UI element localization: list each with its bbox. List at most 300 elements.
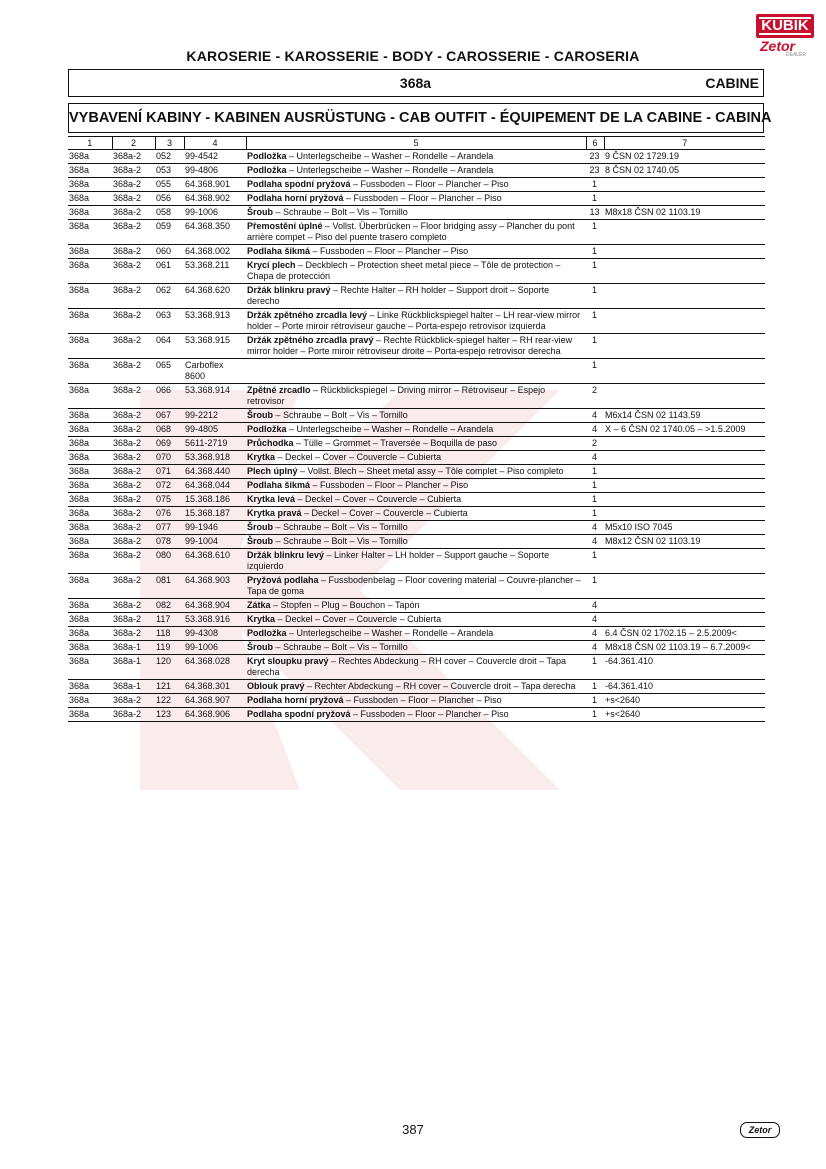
table-row [68,409,765,423]
cell-part-number: 15.368.187 [184,507,246,521]
column-header: 3 [155,137,184,150]
table-row [68,521,765,535]
cell-part-number: 64.368.901 [184,178,246,192]
cell-group: 368a-2 [112,549,155,574]
cell-description [246,479,586,493]
cell-group: 368a-2 [112,465,155,479]
cell-position: 058 [155,206,184,220]
description-czech: Podlaha horní pryžová [247,193,344,203]
cell-group: 368a-2 [112,309,155,334]
cell-note [604,507,765,521]
cell-quantity: 4 [586,627,604,641]
description-translations: – Deckel – Cover – Couvercle – Cubierta [275,452,442,462]
description-czech: Šroub [247,410,273,420]
description-czech: Podložka [247,424,287,434]
table-row [68,493,765,507]
cell-group: 368a-2 [112,613,155,627]
table-row [68,641,765,655]
description-czech: Držák zpětného zrcadla levý [247,310,368,320]
cell-position: 078 [155,535,184,549]
cell-group: 368a-2 [112,384,155,409]
description-translations: – Fussboden – Floor – Plancher – Piso [343,193,502,203]
cell-group: 368a-2 [112,245,155,259]
cell-quantity: 23 [586,150,604,164]
cell-section: 368a [68,507,112,521]
cell-part-number: 15.368.186 [184,493,246,507]
description-translations: – Fussboden – Floor – Plancher – Piso [310,480,469,490]
cell-description [246,192,586,206]
cell-note [604,178,765,192]
group-box [68,103,772,133]
cell-description [246,178,586,192]
cell-note [604,599,765,613]
description-czech: Šroub [247,207,273,217]
column-header: 5 [246,137,586,150]
cell-position: 069 [155,437,184,451]
cell-position: 075 [155,493,184,507]
cell-part-number: 53.368.918 [184,451,246,465]
table-row [68,423,765,437]
cell-part-number: 64.368.906 [184,708,246,722]
section-code: 368a [399,75,432,91]
cell-quantity: 4 [586,613,604,627]
cell-quantity: 4 [586,535,604,549]
cell-position: 120 [155,655,184,680]
cell-part-number: 64.368.350 [184,220,246,245]
section-name: CABINE [705,75,759,91]
cell-quantity: 4 [586,451,604,465]
cell-group: 368a-2 [112,521,155,535]
table-row [68,359,765,384]
cell-part-number: 99-1006 [184,641,246,655]
cell-position: 066 [155,384,184,409]
cell-section: 368a [68,206,112,220]
cell-section: 368a [68,655,112,680]
cell-description [246,694,586,708]
table-row [68,465,765,479]
cell-description [246,655,586,680]
description-czech: Podložka [247,165,287,175]
table-row [68,384,765,409]
cell-section: 368a [68,150,112,164]
cell-part-number: 99-4805 [184,423,246,437]
cell-note [604,334,765,359]
cell-quantity: 1 [586,245,604,259]
cell-quantity: 1 [586,334,604,359]
cell-section: 368a [68,680,112,694]
cell-note [604,465,765,479]
table-row [68,150,765,164]
description-czech: Krytka [247,452,276,462]
table-row [68,164,765,178]
cell-description [246,359,586,384]
cell-quantity: 1 [586,284,604,309]
cell-group: 368a-2 [112,334,155,359]
cell-note: M8x12 ČSN 02 1103.19 [604,535,765,549]
cell-description [246,451,586,465]
zetor-logo-text: Zetor [760,38,795,54]
cell-group: 368a-2 [112,220,155,245]
description-czech: Držák blinkru levý [247,550,325,560]
cell-description [246,599,586,613]
cell-group: 368a-2 [112,535,155,549]
cell-part-number: 64.368.002 [184,245,246,259]
cell-group: 368a-2 [112,259,155,284]
cell-part-number: 64.368.904 [184,599,246,613]
cell-quantity: 4 [586,409,604,423]
description-czech: Zátka [247,600,271,610]
cell-description [246,334,586,359]
cell-position: 068 [155,423,184,437]
table-row [68,309,765,334]
cell-part-number: 99-4806 [184,164,246,178]
table-row [68,220,765,245]
cell-position: 072 [155,479,184,493]
cell-group: 368a-2 [112,437,155,451]
description-czech: Kryt sloupku pravý [247,656,329,666]
cell-quantity: 1 [586,259,604,284]
table-row [68,680,765,694]
cell-section: 368a [68,359,112,384]
description-czech: Šroub [247,522,273,532]
cell-group: 368a-2 [112,164,155,178]
cell-position: 117 [155,613,184,627]
cell-section: 368a [68,192,112,206]
cell-position: 063 [155,309,184,334]
description-translations: – Deckblech – Protection sheet metal piece – Tôle de protection – Chapa de protección [247,260,561,281]
cell-quantity: 2 [586,384,604,409]
cell-part-number: 64.368.620 [184,284,246,309]
description-czech: Držák zpětného zrcadla pravý [247,335,374,345]
description-translations: – Vollst. Überbrücken – Floor bridging assy – Plancher du pont arrière compet – Piso del puente trasero completo [247,221,575,242]
cell-section: 368a [68,437,112,451]
cell-group: 368a-2 [112,574,155,599]
cell-group: 368a-2 [112,150,155,164]
table-row [68,178,765,192]
column-header: 2 [112,137,155,150]
table-row [68,259,765,284]
cell-section: 368a [68,708,112,722]
cell-section: 368a [68,245,112,259]
table-row [68,334,765,359]
cell-note [604,493,765,507]
table-row [68,574,765,599]
cell-note [604,259,765,284]
cell-group: 368a-2 [112,284,155,309]
cell-part-number: 99-4308 [184,627,246,641]
cell-group: 368a-2 [112,627,155,641]
cell-quantity: 4 [586,521,604,535]
cell-section: 368a [68,493,112,507]
description-czech: Průchodka [247,438,294,448]
cell-section: 368a [68,549,112,574]
cell-note: +s<2640 [604,694,765,708]
table-header-row [68,137,765,150]
cell-position: 071 [155,465,184,479]
cell-part-number: 53.368.916 [184,613,246,627]
description-czech: Podlaha šikmá [247,246,311,256]
cell-position: 077 [155,521,184,535]
cell-description [246,384,586,409]
cell-section: 368a [68,409,112,423]
description-translations: – Deckel – Cover – Couvercle – Cubierta [301,508,468,518]
cell-group: 368a-1 [112,655,155,680]
cell-description [246,164,586,178]
column-header: 1 [68,137,112,150]
kubik-logo-text: KUBIK [761,17,809,34]
cell-part-number: 99-1946 [184,521,246,535]
cell-position: 082 [155,599,184,613]
description-czech: Podlaha spodní pryžová [247,709,351,719]
description-translations: – Fussboden – Floor – Plancher – Piso [350,179,509,189]
cell-quantity: 1 [586,192,604,206]
description-czech: Podlaha horní pryžová [247,695,344,705]
cell-description [246,680,586,694]
dealer-logo-text: DEALER [786,52,807,58]
cell-group: 368a-2 [112,423,155,437]
table-row [68,694,765,708]
description-translations: – Tülle – Grommet – Traversée – Boquilla de paso [293,438,497,448]
cell-section: 368a [68,599,112,613]
column-header: 6 [586,137,604,150]
description-translations: – Unterlegscheibe – Washer – Rondelle – Arandela [286,424,494,434]
cell-section: 368a [68,220,112,245]
description-translations: – Rechter Abdeckung – RH cover – Couvercle droit – Tapa derecha [304,681,576,691]
description-translations: – Schraube – Bolt – Vis – Tornillo [273,642,408,652]
cell-description [246,284,586,309]
cell-note: +s<2640 [604,708,765,722]
cell-note: 6.4 ČSN 02 1702.15 – 2.5.2009< [604,627,765,641]
description-translations: – Unterlegscheibe – Washer – Rondelle – Arandela [286,628,494,638]
description-translations: – Linker Halter – LH holder – Support gauche – Soporte izquierdo [247,550,550,571]
cell-note [604,245,765,259]
cell-section: 368a [68,641,112,655]
cell-group: 368a-1 [112,680,155,694]
description-czech: Šroub [247,642,273,652]
cell-quantity: 1 [586,507,604,521]
cell-quantity: 1 [586,708,604,722]
cell-note [604,613,765,627]
description-translations: – Rechte Rückblick-spiegel halter – RH rear-view mirror holder – Porte miroir rétroviseur droite – Porta-espejo retrovisor derecha [247,335,573,356]
cell-group: 368a-2 [112,479,155,493]
cell-position: 080 [155,549,184,574]
description-translations: – Unterlegscheibe – Washer – Rondelle – Arandela [286,151,494,161]
cell-group: 368a-2 [112,206,155,220]
cell-part-number: 64.368.028 [184,655,246,680]
cell-section: 368a [68,479,112,493]
cell-section: 368a [68,309,112,334]
description-translations: – Stopfen – Plug – Bouchon – Tapón [270,600,420,610]
cell-group: 368a-1 [112,641,155,655]
cell-part-number: 64.368.903 [184,574,246,599]
cell-section: 368a [68,284,112,309]
cell-description [246,245,586,259]
description-czech: Šroub [247,536,273,546]
cell-note: M6x14 ČSN 02 1143.59 [604,409,765,423]
description-czech: Pryžová podlaha [247,575,319,585]
table-row [68,549,765,574]
table-row [68,206,765,220]
description-translations: – Fussboden – Floor – Plancher – Piso [350,709,509,719]
cell-section: 368a [68,164,112,178]
cell-part-number: 5611-2719 [184,437,246,451]
cell-quantity: 2 [586,437,604,451]
description-translations: – Deckel – Cover – Couvercle – Cubierta [295,494,462,504]
cell-note: M8x18 ČSN 02 1103.19 – 6.7.2009< [604,641,765,655]
cell-quantity: 4 [586,641,604,655]
cell-note [604,192,765,206]
cell-position: 081 [155,574,184,599]
zetor-footer-logo: Zetor [740,1122,780,1138]
cell-quantity: 1 [586,574,604,599]
cell-description [246,309,586,334]
cell-quantity: 13 [586,206,604,220]
cell-description [246,535,586,549]
cell-section: 368a [68,465,112,479]
cell-section: 368a [68,178,112,192]
description-translations: – Vollst. Blech – Sheet metal assy – Tôle complet – Piso completo [297,466,564,476]
cell-description [246,206,586,220]
cell-group: 368a-2 [112,493,155,507]
cell-note [604,451,765,465]
description-translations: – Deckel – Cover – Couvercle – Cubierta [275,614,442,624]
cell-note: M5x10 ISO 7045 [604,521,765,535]
cell-section: 368a [68,627,112,641]
column-header: 4 [184,137,246,150]
table-row [68,599,765,613]
cell-note: -64.361.410 [604,655,765,680]
kubik-logo-badge [756,14,814,38]
cell-position: 121 [155,680,184,694]
table-row [68,655,765,680]
description-czech: Krytka pravá [247,508,302,518]
cell-part-number: 99-2212 [184,409,246,423]
description-czech: Přemostění úplné [247,221,323,231]
cell-note [604,574,765,599]
table-row [68,535,765,549]
cell-description [246,465,586,479]
description-translations: – Schraube – Bolt – Vis – Tornillo [273,207,408,217]
cell-part-number: Carboflex 8600 [184,359,246,384]
table-row [68,627,765,641]
cell-part-number: 99-1004 [184,535,246,549]
cell-quantity: 23 [586,164,604,178]
cell-section: 368a [68,535,112,549]
page-number: 387 [402,1122,424,1137]
cell-note [604,384,765,409]
table-row [68,708,765,722]
description-translations: – Rechtes Abdeckung – RH cover – Couvercle droit – Tapa derecha [247,656,566,677]
cell-description [246,437,586,451]
description-czech: Krytka levá [247,494,296,504]
cell-group: 368a-2 [112,599,155,613]
cell-quantity: 4 [586,423,604,437]
cell-quantity: 1 [586,493,604,507]
cell-quantity: 1 [586,655,604,680]
cell-part-number: 53.368.211 [184,259,246,284]
table-row [68,245,765,259]
description-czech: Plech úplný [247,466,298,476]
cell-group: 368a-2 [112,409,155,423]
description-translations: – Fussbodenbelag – Floor covering material – Couvre-plancher – Tapa de goma [247,575,581,596]
table-row [68,437,765,451]
cell-group: 368a-2 [112,708,155,722]
cell-section: 368a [68,451,112,465]
cell-position: 055 [155,178,184,192]
cell-position: 062 [155,284,184,309]
cell-part-number: 64.368.902 [184,192,246,206]
cell-quantity: 1 [586,694,604,708]
cell-quantity: 1 [586,359,604,384]
table-row [68,507,765,521]
section-box [68,69,764,97]
cell-position: 061 [155,259,184,284]
cell-description [246,613,586,627]
cell-note [604,359,765,384]
cell-section: 368a [68,521,112,535]
cell-position: 065 [155,359,184,384]
cell-description [246,220,586,245]
cell-description [246,493,586,507]
cell-group: 368a-2 [112,359,155,384]
cell-position: 076 [155,507,184,521]
cell-note: -64.361.410 [604,680,765,694]
table-row [68,284,765,309]
cell-section: 368a [68,384,112,409]
cell-description [246,627,586,641]
cell-description [246,574,586,599]
cell-description [246,259,586,284]
cell-description [246,409,586,423]
cell-description [246,708,586,722]
cell-note [604,437,765,451]
cell-group: 368a-2 [112,178,155,192]
cell-note [604,284,765,309]
cell-group: 368a-2 [112,507,155,521]
cell-quantity: 1 [586,549,604,574]
cell-description [246,641,586,655]
cell-group: 368a-2 [112,451,155,465]
cell-description [246,423,586,437]
cell-part-number: 99-1006 [184,206,246,220]
description-translations: – Rückblickspiegel – Driving mirror – Rétroviseur – Espejo retrovisor [247,385,546,406]
cell-part-number: 53.368.914 [184,384,246,409]
cell-position: 122 [155,694,184,708]
cell-part-number: 64.368.044 [184,479,246,493]
cell-note [604,479,765,493]
description-translations: – Rechte Halter – RH holder – Support droit – Soporte derecho [247,285,550,306]
cell-part-number: 64.368.440 [184,465,246,479]
cell-section: 368a [68,694,112,708]
cell-note: M8x18 ČSN 02 1103.19 [604,206,765,220]
cell-part-number: 64.368.301 [184,680,246,694]
cell-position: 052 [155,150,184,164]
description-czech: Oblouk pravý [247,681,305,691]
cell-quantity: 4 [586,599,604,613]
cell-group: 368a-2 [112,694,155,708]
cell-quantity: 1 [586,465,604,479]
table-row [68,479,765,493]
cell-part-number: 53.368.915 [184,334,246,359]
cell-position: 123 [155,708,184,722]
cell-quantity: 1 [586,220,604,245]
table-row [68,192,765,206]
cell-position: 067 [155,409,184,423]
description-translations: – Fussboden – Floor – Plancher – Piso [343,695,502,705]
cell-section: 368a [68,259,112,284]
parts-table [68,136,765,722]
cell-position: 060 [155,245,184,259]
